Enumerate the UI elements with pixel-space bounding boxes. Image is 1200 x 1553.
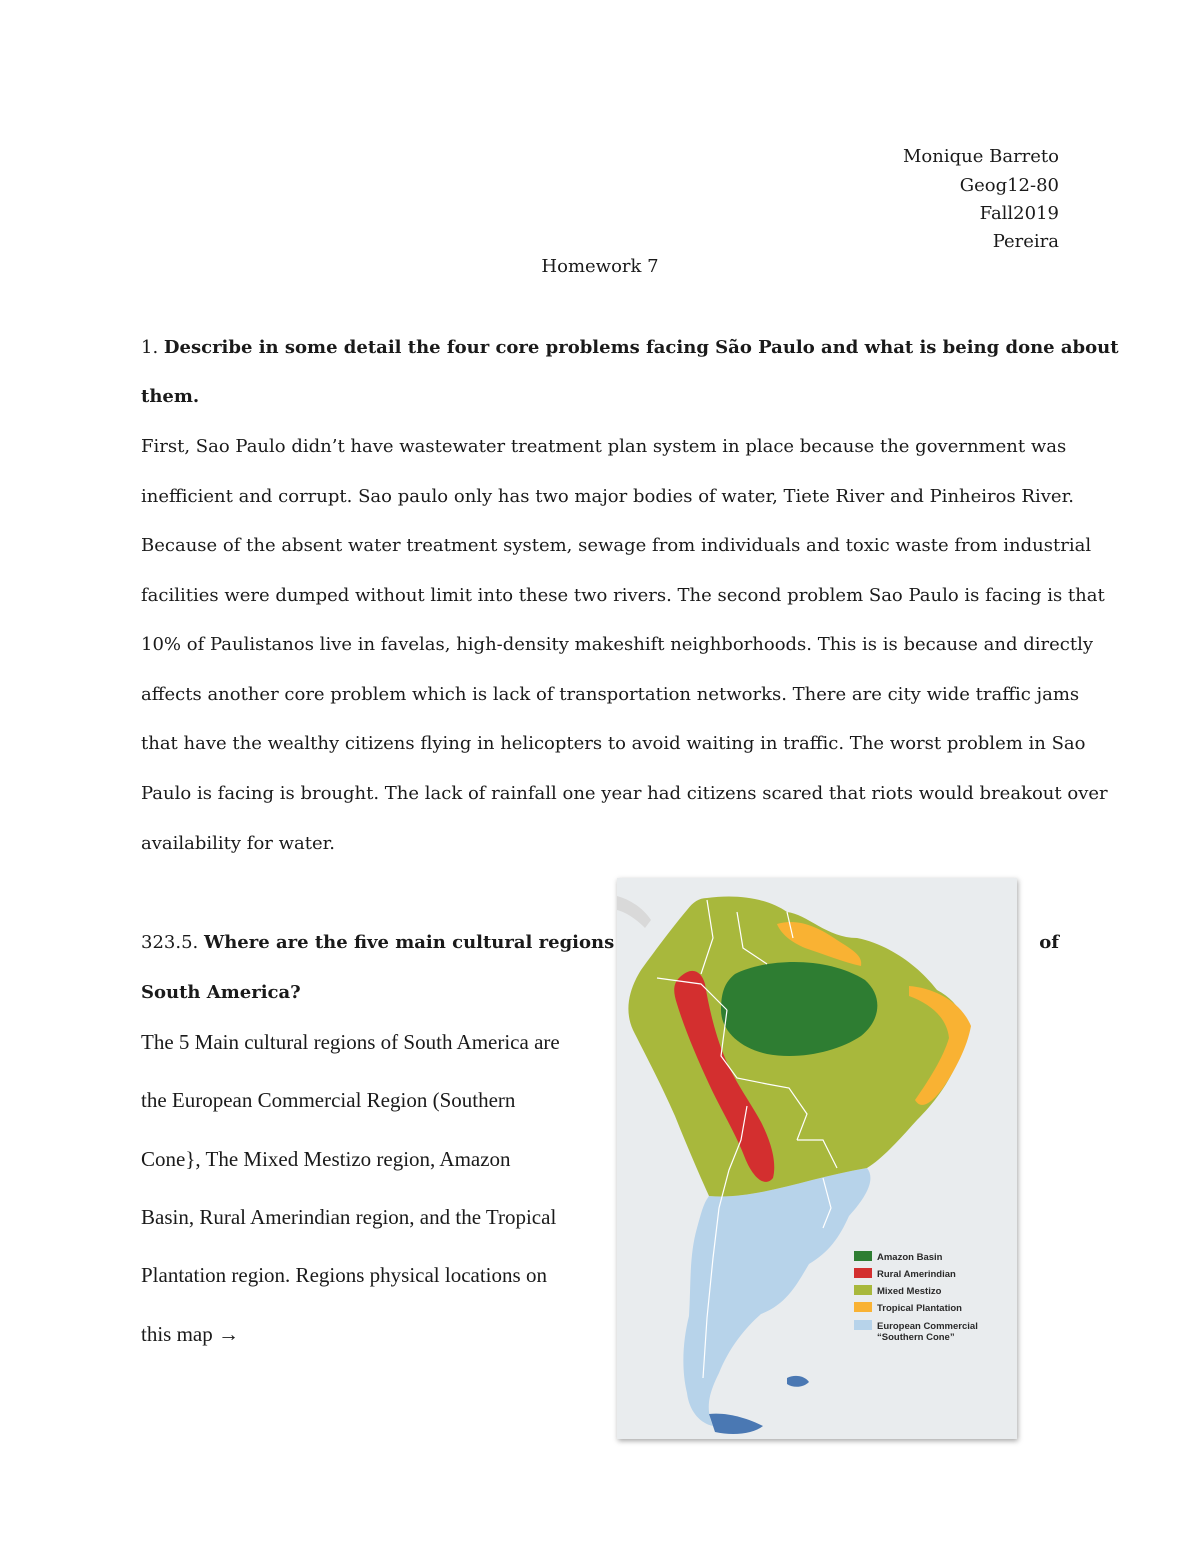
legend-label-european: European Commercial	[877, 1321, 978, 1332]
answer-line: inefficient and corrupt. Sao paulo only has two major bodies of water, Tiete River and Pinheiros River.	[141, 486, 1074, 507]
answer-line: Basin, Rural Amerindian region, and the Tropical	[141, 1205, 557, 1229]
question-2	[141, 932, 614, 953]
question-2-text-cont: South America?	[141, 982, 301, 1003]
term: Fall2019	[979, 203, 1059, 224]
legend-label-amerindian: Rural Amerindian	[877, 1269, 956, 1280]
legend-label-mestizo: Mixed Mestizo	[877, 1286, 942, 1297]
answer-line: 10% of Paulistanos live in favelas, high-density makeshift neighborhoods. This is is because and directly	[141, 634, 1094, 655]
answer-line: Cone}, The Mixed Mestizo region, Amazon	[141, 1147, 511, 1171]
legend-swatch-mestizo	[854, 1285, 872, 1295]
legend-swatch-amazon	[854, 1251, 872, 1261]
document-title: Homework 7	[541, 256, 659, 277]
legend-swatch-plantation	[854, 1302, 872, 1312]
question-1	[141, 337, 1119, 358]
answer-line: Plantation region. Regions physical locations on	[141, 1263, 547, 1287]
question-1-number: 1.	[141, 337, 159, 358]
question-1-text: Describe in some detail the four core problems facing São Paulo and what is being done about	[163, 337, 1119, 358]
answer-line: that have the wealthy citizens flying in helicopters to avoid waiting in traffic. The worst problem in Sao	[141, 733, 1086, 754]
legend-label-amazon: Amazon Basin	[877, 1252, 943, 1263]
author-name: Monique Barreto	[903, 146, 1059, 167]
answer-line: First, Sao Paulo didn’t have wastewater treatment plan system in place because the government was	[141, 436, 1067, 457]
course-code: Geog12-80	[959, 175, 1059, 196]
legend-label-european-2: “Southern Cone”	[877, 1332, 955, 1343]
legend-swatch-european	[854, 1320, 872, 1330]
answer-line: The 5 Main cultural regions of South America are	[141, 1030, 560, 1054]
instructor-name: Pereira	[992, 231, 1059, 252]
answer-line: facilities were dumped without limit into these two rivers. The second problem Sao Paulo is facing is that	[141, 585, 1105, 606]
question-2-text: Where are the five main cultural regions	[204, 932, 615, 953]
question-1-text-cont: them.	[141, 386, 200, 407]
answer-line: Because of the absent water treatment system, sewage from individuals and toxic waste from industrial	[141, 535, 1092, 556]
answer-line: this map →	[141, 1322, 239, 1346]
answer-line: Paulo is facing is brought. The lack of rainfall one year had citizens scared that riots would breakout over	[141, 783, 1108, 804]
answer-line: availability for water.	[141, 833, 335, 854]
legend-label-plantation: Tropical Plantation	[877, 1303, 962, 1314]
answer-line: affects another core problem which is lack of transportation networks. There are city wide traffic jams	[141, 684, 1080, 705]
question-2-number: 323.5.	[141, 932, 199, 953]
legend-swatch-amerindian	[854, 1268, 872, 1278]
question-2-text-end: of	[1039, 932, 1059, 953]
answer-line: the European Commercial Region (Southern	[141, 1088, 516, 1112]
south-america-cultural-regions-map	[617, 878, 1017, 1439]
